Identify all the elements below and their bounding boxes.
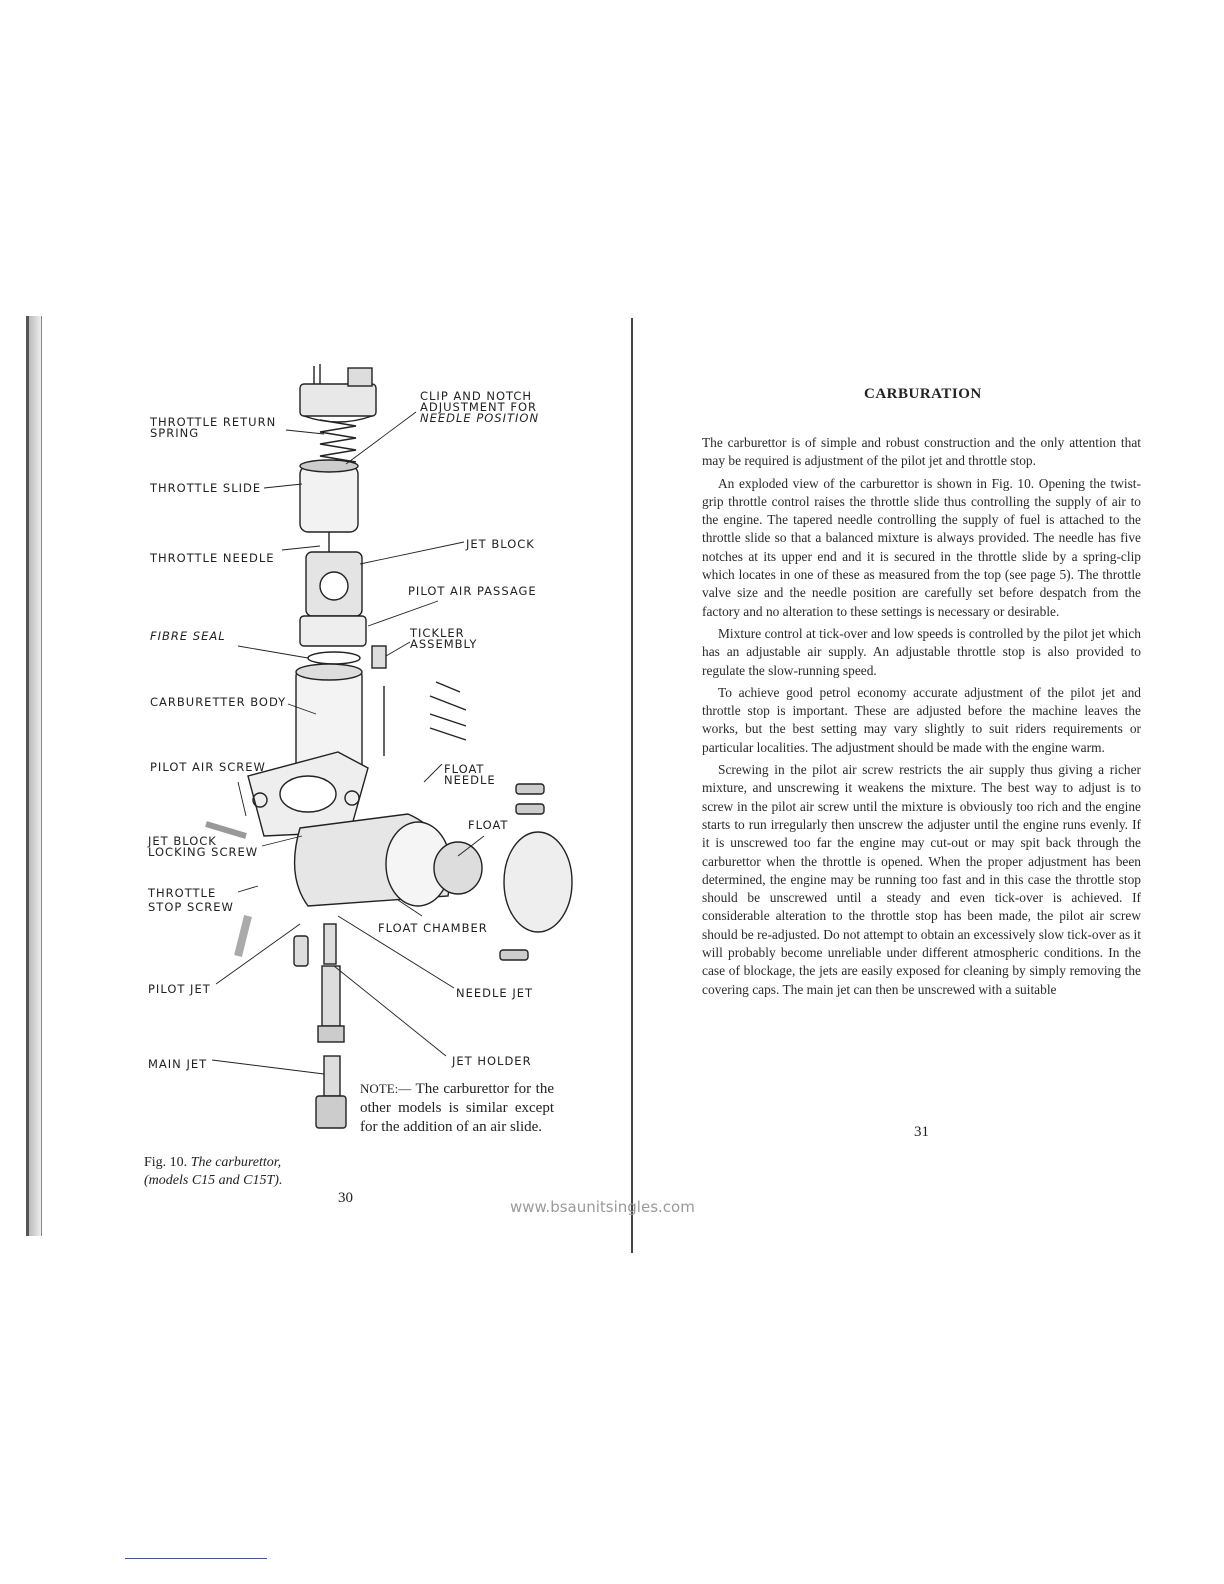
small-screw-1 (516, 784, 544, 794)
page-number-right: 31 (914, 1124, 929, 1140)
throttle-stop-screws-right (430, 682, 466, 740)
underline-rule (125, 1558, 267, 1559)
figure-caption (144, 1154, 282, 1190)
label-throttle-needle: THROTTLE NEEDLE (150, 551, 275, 565)
label-throttle-slide: THROTTLE SLIDE (150, 481, 262, 495)
label-tickler-assembly-2: ASSEMBLY (410, 637, 478, 651)
needle-jet-part (324, 924, 336, 964)
label-float-chamber: FLOAT CHAMBER (378, 921, 488, 935)
page-number-left: 30 (338, 1190, 353, 1206)
jet-holder-part (322, 966, 340, 1026)
right-page (634, 316, 1174, 1216)
label-pilot-air-passage: PILOT AIR PASSAGE (408, 584, 537, 598)
watermark-link[interactable]: www.bsaunitsingles.com (510, 1198, 695, 1216)
caption-line-2: (models C15 and C15T). (144, 1173, 283, 1188)
label-jet-block: JET BLOCK (466, 537, 535, 551)
small-screw-2 (516, 804, 544, 814)
pilot-jet-part (294, 936, 308, 966)
body-text (702, 434, 1141, 1003)
label-needle-jet: NEEDLE JET (456, 986, 534, 1000)
label-main-jet: MAIN JET (148, 1057, 208, 1071)
carburettor-top-cap (300, 384, 376, 416)
label-throttle-return-spring-2: SPRING (150, 426, 200, 440)
label-clip-notch-2: ADJUSTMENT FOR (420, 400, 537, 414)
label-jet-block-locking-screw-2: LOCKING SCREW (148, 845, 259, 859)
paragraph-3: Mixture control at tick-over and low speeds is controlled by the pilot jet which has an adjustable air supply. An adjustable throttle stop is also provided to regulate the slow-running speed. (702, 625, 1141, 678)
label-throttle-stop-screw-2: STOP SCREW (148, 900, 234, 914)
throttle-slide-part (300, 466, 358, 532)
paragraph-2: An exploded view of the carburettor is shown in Fig. 10. Opening the twist-grip throttle control raises the throttle slide thus controlling the supply of air to the engine. The tapered needle controlling the supply of fuel is attached to the throttle slide so that a balanced mixture is always provided. The needle has five notches at its upper end and it is secured in the throttle slide by a spring-clip which locates in one of these as measured from the top (see page 5). The throttle valve size and the needle position are carefully set before despatch from the factory and no alteration to these settings is necessary or desirable. (702, 475, 1141, 619)
label-throttle-stop-screw-1: THROTTLE (148, 886, 217, 900)
paragraph-5: Screwing in the pilot air screw restricts the air supply thus giving a richer mixture, and unscrewing it weakens the mixture. The best way to adjust is to screw in the pilot air screw until the mixture is obviously too rich and the engine starts to run irregularly then unscrew the adjuster until the engine runs evenly. If it is unscrewed too far the engine may cut-out or may spit back through the carburettor when the throttle is opened. When the proper adjustment has been determined, the engine may be running too fast and in this case the throttle stop should be unscrewed until a steady and even tick-over is achieved. If considerable alteration to the throttle stop has been made, the pilot air screw should be re-adjusted. Do not attempt to obtain an excessively slow tick-over as it will probably become unreliable under different atmospheric conditions. In the case of blockage, the jets are easily exposed for cleaning by simply removing the covering caps. The main jet can then be unscrewed with a suitable (702, 762, 1141, 997)
label-throttle-return-spring-1: THROTTLE RETURN (150, 415, 277, 429)
note-prefix: NOTE:— (360, 1081, 412, 1096)
caption-line-1: The carburettor, (190, 1155, 282, 1170)
label-float: FLOAT (468, 818, 509, 832)
diagram-note (360, 1079, 554, 1137)
note-text: The carburettor for the other models is similar except for the addition of an air slide. (360, 1081, 554, 1135)
label-float-needle-2: NEEDLE (444, 773, 496, 787)
float-chamber-cover (504, 832, 572, 932)
caption-prefix: Fig. 10. (144, 1155, 188, 1170)
section-heading: CARBURATION (864, 386, 982, 402)
paragraph-4: To achieve good petrol economy accurate adjustment of the pilot jet and throttle stop is important. These are adjusted before the machine leaves the works, but the best setting may vary slightly to suit riders requirements or particular localities. The adjustment should be made with the engine warm. (702, 684, 1141, 755)
paragraph-1: The carburettor is of simple and robust construction and the only attention that may be required is adjustment of the pilot jet and throttle stop. (702, 435, 1141, 469)
label-pilot-air-screw: PILOT AIR SCREW (150, 760, 266, 774)
main-jet-part (324, 1056, 340, 1096)
label-fibre-seal: FIBRE SEAL (150, 629, 226, 643)
fibre-seal-part (308, 652, 360, 664)
label-jet-holder: JET HOLDER (452, 1054, 532, 1068)
label-pilot-jet: PILOT JET (148, 982, 211, 996)
label-clip-notch-1: CLIP AND NOTCH (420, 389, 533, 403)
label-carburetter-body: CARBURETTER BODY (150, 695, 287, 709)
throttle-stop-screw-part (238, 916, 248, 956)
tickler-part (372, 646, 386, 668)
left-page (38, 316, 632, 1216)
throttle-return-spring (320, 420, 356, 462)
float-part (434, 842, 482, 894)
label-clip-notch-3: NEEDLE POSITION (420, 411, 540, 425)
label-float-needle-1: FLOAT (444, 762, 485, 776)
label-jet-block-locking-screw-1: JET BLOCK (148, 834, 217, 848)
label-tickler-assembly-1: TICKLER (410, 626, 465, 640)
small-screw-3 (500, 950, 528, 960)
